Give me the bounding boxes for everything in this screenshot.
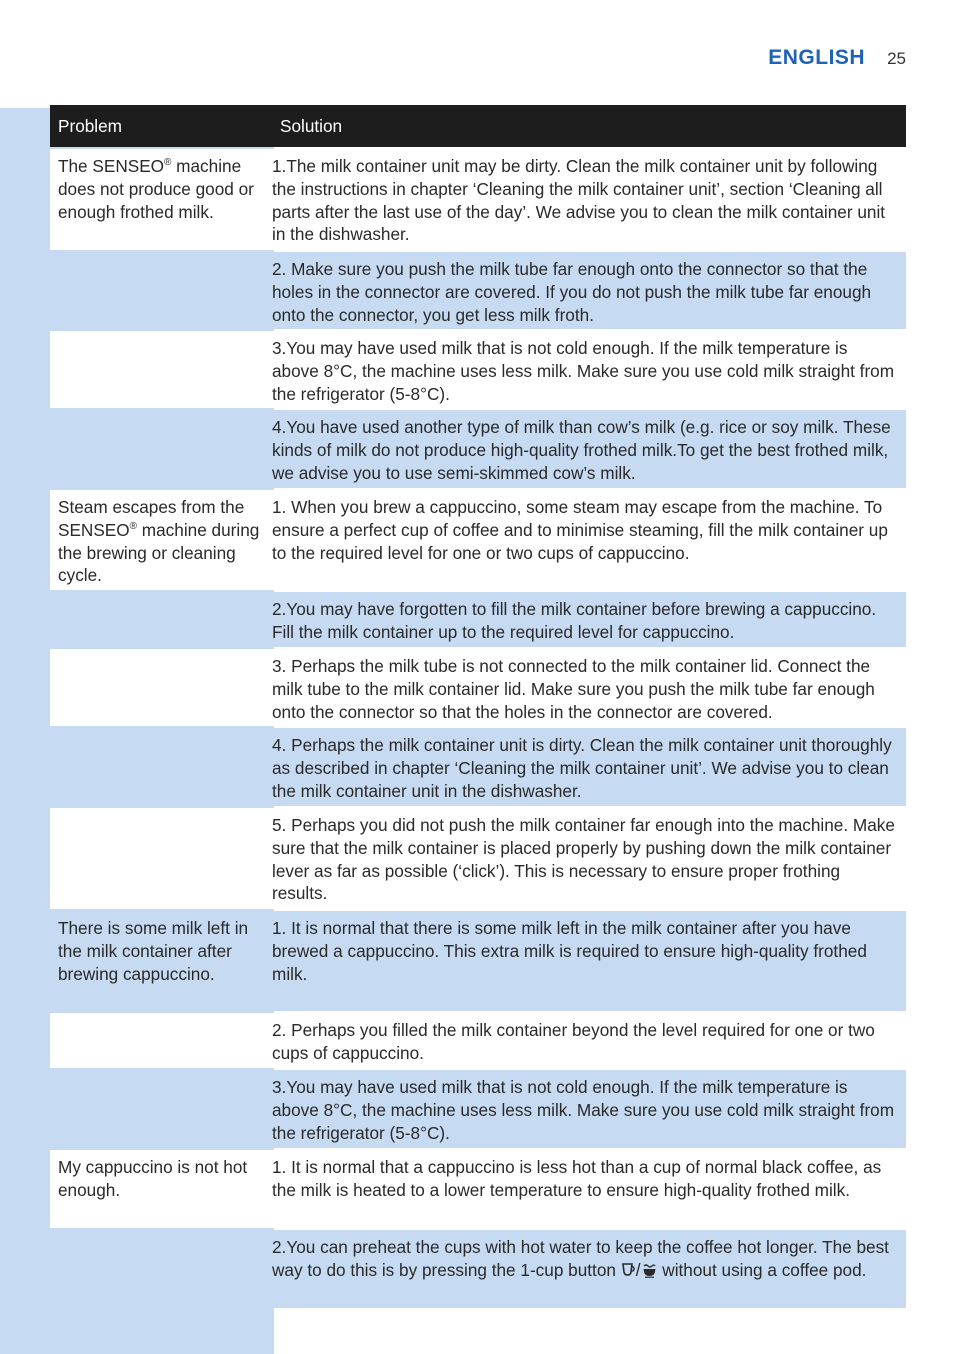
problem-cell: Steam escapes from the SENSEO® machine during the brewing or cleaning cycle. [58, 497, 260, 586]
column-header-problem: Problem [58, 115, 122, 136]
solution-cell: 1. When you brew a cappuccino, some steam may escape from the machine. To ensure a perfect cup of coffee and to minimise steaming, fill the milk container up to the required level for one or two cups of cappuccino. [272, 497, 888, 563]
problem-cell [50, 1230, 266, 1308]
solution-cell: 1. It is normal that there is some milk left in the milk container after you have brewed a cappuccino. This extra milk is required to ensure high-quality frothed milk. [272, 918, 867, 984]
table-row [50, 808, 906, 909]
solution-cell: 2. Perhaps you filled the milk container beyond the level required for one or two cups of cappuccino. [272, 1020, 875, 1063]
table-row [50, 331, 906, 408]
solution-cell: 1. It is normal that a cappuccino is less hot than a cup of normal black coffee, as the milk is heated to a lower temperature to ensure high-quality frothed milk. [272, 1157, 882, 1200]
problem-cell [50, 331, 266, 408]
problem-cell [50, 1013, 266, 1068]
solution-cell: 3. Perhaps the milk tube is not connected to the milk container lid. Connect the milk tube to the milk container lid. Make sure you push the milk tube far enough onto the connector so that the holes in the connector are covered. [272, 656, 875, 722]
solution-cell: 3.You may have used milk that is not cold enough. If the milk temperature is above 8°C, the machine uses less milk. Make sure you use cold milk straight from the refrigerator (5-8°C). [272, 1077, 895, 1143]
table-row [50, 592, 906, 647]
solution-cell: 5. Perhaps you did not push the milk container far enough into the machine. Make sure that the milk container is placed properly by pushing down the milk container lever as far as possible (‘click’). This is necessary to ensure proper frothing results. [272, 815, 895, 904]
problem-cell [50, 649, 266, 726]
problem-cell [50, 808, 266, 909]
problem-cell [50, 1070, 266, 1148]
page-header [768, 46, 906, 70]
problem-cell [50, 252, 266, 329]
table-row [50, 149, 906, 250]
problem-cell [50, 592, 266, 647]
table-row [50, 728, 906, 806]
solution-cell: 1.The milk container unit may be dirty. Clean the milk container unit by following the instructions in chapter ‘Cleaning the milk container unit’, section ‘Cleaning all parts after the last use of the day’. We advise you to clean the milk container unit in the dishwasher. [272, 156, 886, 245]
column-header-solution: Solution [280, 115, 343, 136]
table-row [50, 252, 906, 329]
problem-cell [50, 728, 266, 806]
solution-cell: 2.You can preheat the cups with hot water to keep the coffee hot longer. The best way to do this is by pressing the 1-cup button / without using a coffee pod. [266, 1230, 906, 1308]
table-row [50, 1230, 906, 1308]
table-row [50, 1070, 906, 1148]
solution-cell: 4. Perhaps the milk container unit is dirty. Clean the milk container unit thoroughly as described in chapter ‘Cleaning the milk container unit’. We advise you to clean the milk container unit in the dishwasher. [272, 735, 892, 801]
table-row [50, 911, 906, 1011]
problem-cell: My cappuccino is not hot enough. [58, 1157, 248, 1200]
one-cup-icon [622, 1261, 635, 1284]
problem-cell: There is some milk left in the milk container after brewing cappuccino. [58, 918, 249, 984]
table-header [50, 105, 906, 147]
solution-cell: 4.You have used another type of milk than cow’s milk (e.g. rice or soy milk. These kinds of milk do not produce high-quality frothed milk.To get the best frothed milk, we advise you to use semi-skimmed cow’s milk. [272, 417, 891, 483]
solution-cell: 2.You may have forgotten to fill the milk container before brewing a cappuccino. Fill the milk container up to the required level for cappuccino. [272, 599, 877, 642]
solution-cell: 2. Make sure you push the milk tube far enough onto the connector so that the holes in the connector are covered. If you do not push the milk tube far enough onto the connector, you get less milk froth. [272, 259, 872, 325]
table-row [50, 490, 906, 590]
table-row [50, 410, 906, 488]
table-row [50, 1013, 906, 1068]
problem-cell [50, 410, 266, 488]
troubleshooting-table [50, 105, 906, 1308]
problem-cell: The SENSEO® machine does not produce good or enough frothed milk. [58, 156, 254, 222]
language-label: ENGLISH [768, 46, 866, 69]
solution-cell: 3.You may have used milk that is not cold enough. If the milk temperature is above 8°C, the machine uses less milk. Make sure you use cold milk straight from the refrigerator (5-8°C). [272, 338, 895, 404]
table-row [50, 1150, 906, 1228]
table-row [50, 649, 906, 726]
cappuccino-cup-icon [642, 1261, 657, 1284]
page-number: 25 [887, 49, 906, 68]
